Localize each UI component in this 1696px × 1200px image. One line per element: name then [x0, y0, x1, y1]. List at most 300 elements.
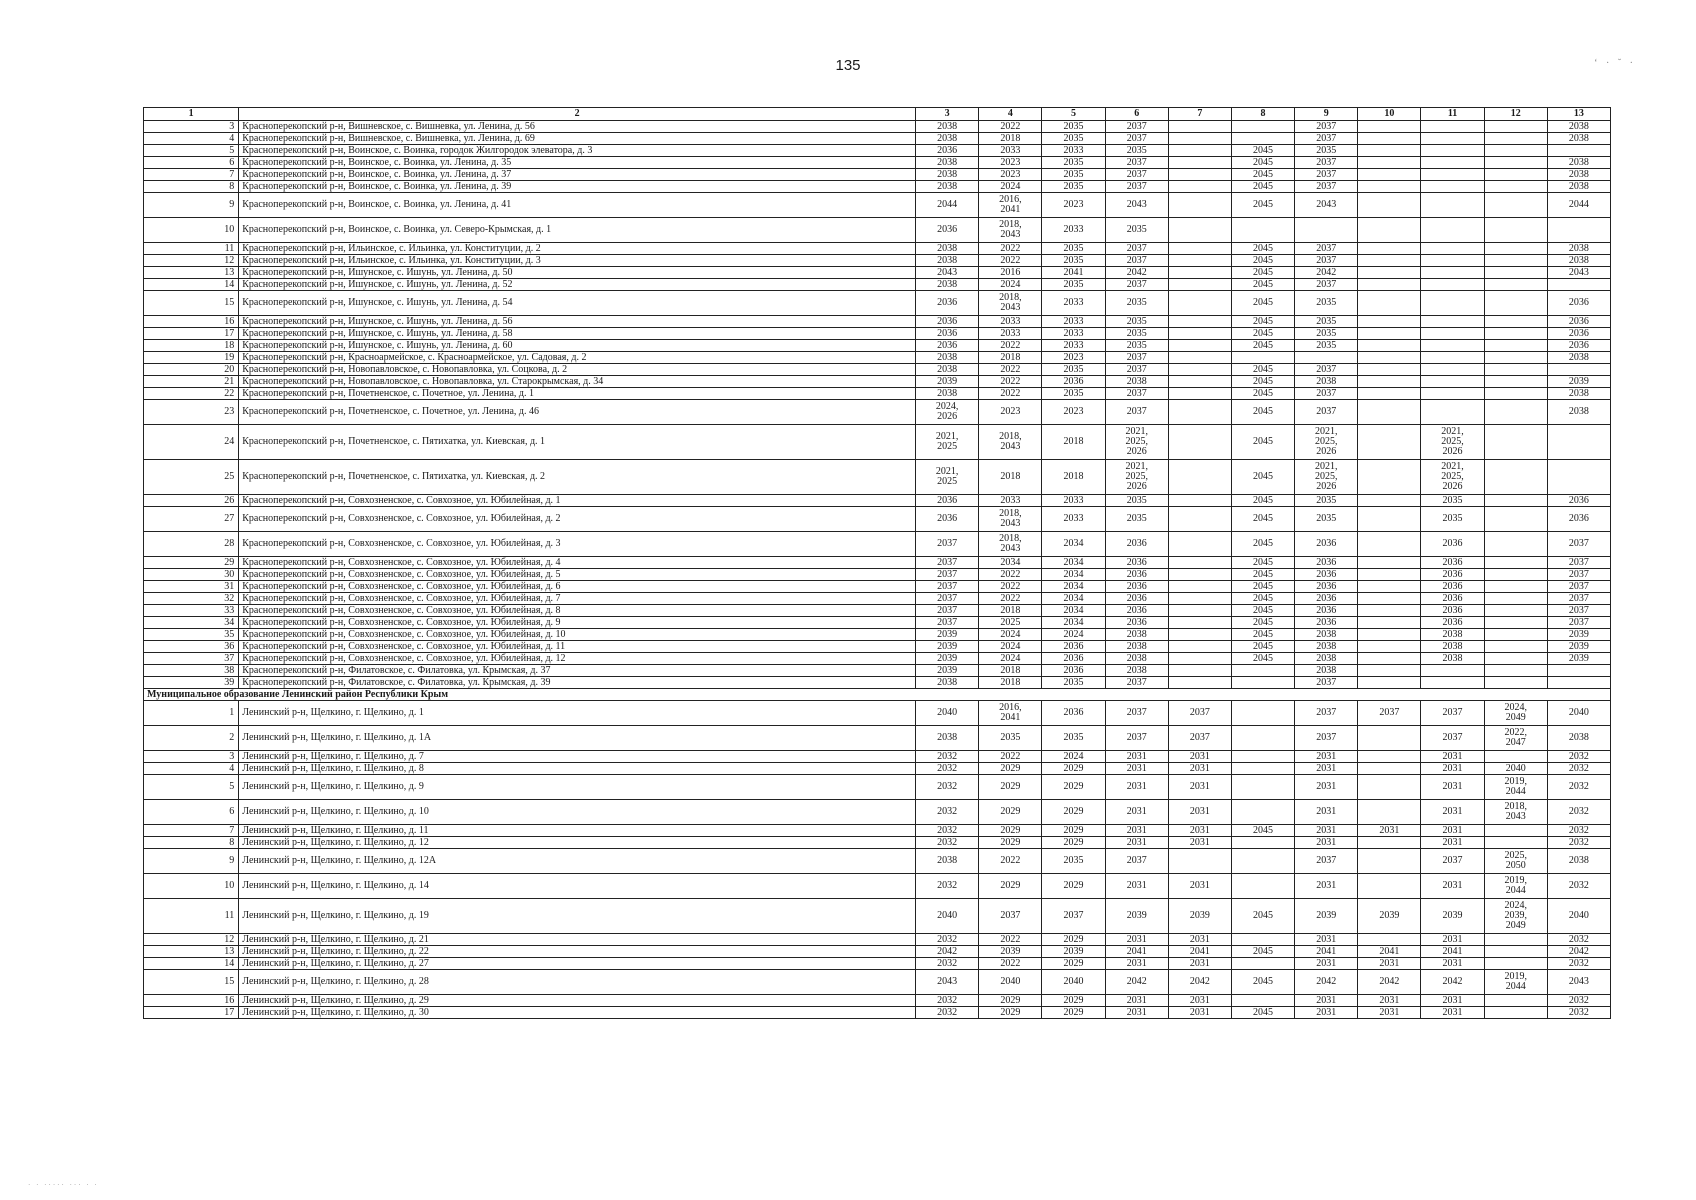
year-cell-col13: 2040: [1547, 701, 1610, 726]
address-cell: Красноперекопский р-н, Филатовское, с. Филатовка, ул. Крымская, д. 37: [239, 665, 916, 677]
column-number-header: 4: [979, 108, 1042, 121]
year-cell-col5: 2033: [1042, 218, 1105, 243]
year-cell-col3: 2032: [916, 800, 979, 825]
year-cell-col3: 2038: [916, 726, 979, 751]
year-cell-col6: 2037: [1105, 255, 1168, 267]
year-cell-col13: [1547, 145, 1610, 157]
table-row: [144, 641, 1611, 653]
column-header-row: [144, 108, 1611, 121]
year-cell-col9: 2031: [1295, 763, 1358, 775]
year-cell-col10: [1358, 507, 1421, 532]
year-cell-col5: 2029: [1042, 1007, 1105, 1019]
table-row: [144, 181, 1611, 193]
table-row: [144, 593, 1611, 605]
year-cell-col7: [1168, 243, 1231, 255]
row-number-cell: 17: [144, 328, 239, 340]
column-number-header: 13: [1547, 108, 1610, 121]
column-number-header: 12: [1484, 108, 1547, 121]
year-cell-col8: [1231, 218, 1294, 243]
table-row: [144, 970, 1611, 995]
table-row: [144, 145, 1611, 157]
year-cell-col11: 2031: [1421, 934, 1484, 946]
year-cell-col5: 2034: [1042, 557, 1105, 569]
year-cell-col9: 2036: [1295, 605, 1358, 617]
year-cell-col3: 2040: [916, 701, 979, 726]
year-cell-col8: 2045: [1231, 557, 1294, 569]
address-cell: Красноперекопский р-н, Воинское, с. Воинка, ул. Ленина, д. 39: [239, 181, 916, 193]
row-number-cell: 30: [144, 569, 239, 581]
year-cell-col10: [1358, 569, 1421, 581]
year-cell-col10: [1358, 121, 1421, 133]
year-cell-col4: 2022: [979, 569, 1042, 581]
year-cell-col11: 2031: [1421, 1007, 1484, 1019]
year-cell-col8: [1231, 751, 1294, 763]
address-cell: Красноперекопский р-н, Совхозненское, с. Совхозное, ул. Юбилейная, д. 12: [239, 653, 916, 665]
year-cell-col4: 2022: [979, 958, 1042, 970]
year-cell-col10: [1358, 133, 1421, 145]
year-cell-col10: [1358, 726, 1421, 751]
year-cell-col9: 2035: [1295, 495, 1358, 507]
table-row: [144, 340, 1611, 352]
year-cell-col10: [1358, 169, 1421, 181]
address-cell: Ленинский р-н, Щелкино, г. Щелкино, д. 10: [239, 800, 916, 825]
table-row: [144, 775, 1611, 800]
year-cell-col4: 2024: [979, 641, 1042, 653]
year-cell-col5: 2029: [1042, 800, 1105, 825]
year-cell-col12: [1484, 145, 1547, 157]
table-row: [144, 279, 1611, 291]
year-cell-col10: [1358, 849, 1421, 874]
year-cell-col3: 2039: [916, 629, 979, 641]
year-cell-col5: 2035: [1042, 677, 1105, 689]
year-cell-col11: 2036: [1421, 532, 1484, 557]
year-cell-col13: 2032: [1547, 995, 1610, 1007]
year-cell-col9: 2038: [1295, 653, 1358, 665]
year-cell-col4: 2018: [979, 605, 1042, 617]
address-cell: Ленинский р-н, Щелкино, г. Щелкино, д. 28: [239, 970, 916, 995]
scan-noise: · · ····· ··· · ·: [28, 1181, 99, 1189]
table-row: [144, 1007, 1611, 1019]
year-cell-col7: [1168, 121, 1231, 133]
year-cell-col12: [1484, 617, 1547, 629]
year-cell-col9: [1295, 352, 1358, 364]
year-cell-col12: [1484, 352, 1547, 364]
year-cell-col4: 2018, 2043: [979, 507, 1042, 532]
year-cell-col10: [1358, 653, 1421, 665]
year-cell-col9: 2031: [1295, 775, 1358, 800]
year-cell-col9: 2037: [1295, 121, 1358, 133]
year-cell-col6: 2037: [1105, 352, 1168, 364]
column-number-header: 1: [144, 108, 239, 121]
year-cell-col13: 2038: [1547, 121, 1610, 133]
table-row: [144, 617, 1611, 629]
year-cell-col9: 2037: [1295, 133, 1358, 145]
year-cell-col5: 2035: [1042, 121, 1105, 133]
year-cell-col13: 2032: [1547, 934, 1610, 946]
year-cell-col6: 2036: [1105, 593, 1168, 605]
year-cell-col4: 2018: [979, 665, 1042, 677]
table-row: [144, 532, 1611, 557]
year-cell-col8: 2045: [1231, 364, 1294, 376]
address-cell: Красноперекопский р-н, Совхозненское, с. Совхозное, ул. Юбилейная, д. 3: [239, 532, 916, 557]
year-cell-col13: 2037: [1547, 557, 1610, 569]
year-cell-col5: 2034: [1042, 593, 1105, 605]
year-cell-col4: 2016: [979, 267, 1042, 279]
year-cell-col4: 2022: [979, 364, 1042, 376]
year-cell-col3: 2021, 2025: [916, 425, 979, 460]
address-cell: Ленинский р-н, Щелкино, г. Щелкино, д. 1А: [239, 726, 916, 751]
year-cell-col11: 2035: [1421, 495, 1484, 507]
row-number-cell: 4: [144, 133, 239, 145]
year-cell-col12: [1484, 958, 1547, 970]
year-cell-col5: 2037: [1042, 899, 1105, 934]
year-cell-col13: 2038: [1547, 169, 1610, 181]
year-cell-col5: 2029: [1042, 995, 1105, 1007]
year-cell-col5: 2036: [1042, 641, 1105, 653]
year-cell-col13: 2038: [1547, 243, 1610, 255]
year-cell-col6: 2021, 2025, 2026: [1105, 425, 1168, 460]
address-cell: Красноперекопский р-н, Совхозненское, с. Совхозное, ул. Юбилейная, д. 4: [239, 557, 916, 569]
year-cell-col5: 2036: [1042, 376, 1105, 388]
year-cell-col9: 2037: [1295, 726, 1358, 751]
year-cell-col11: 2038: [1421, 641, 1484, 653]
year-cell-col4: 2033: [979, 316, 1042, 328]
year-cell-col7: [1168, 400, 1231, 425]
table-row: [144, 157, 1611, 169]
year-cell-col11: 2021, 2025, 2026: [1421, 460, 1484, 495]
table-row: [144, 581, 1611, 593]
year-cell-col12: [1484, 376, 1547, 388]
year-cell-col12: [1484, 364, 1547, 376]
row-number-cell: 29: [144, 557, 239, 569]
row-number-cell: 25: [144, 460, 239, 495]
year-cell-col9: 2041: [1295, 946, 1358, 958]
year-cell-col13: 2032: [1547, 1007, 1610, 1019]
year-cell-col9: 2039: [1295, 899, 1358, 934]
year-cell-col9: 2036: [1295, 593, 1358, 605]
year-cell-col6: 2031: [1105, 751, 1168, 763]
address-cell: Красноперекопский р-н, Ишунское, с. Ишунь, ул. Ленина, д. 58: [239, 328, 916, 340]
year-cell-col11: 2037: [1421, 701, 1484, 726]
year-cell-col8: 2045: [1231, 157, 1294, 169]
address-cell: Ленинский р-н, Щелкино, г. Щелкино, д. 14: [239, 874, 916, 899]
year-cell-col3: 2039: [916, 665, 979, 677]
year-cell-col5: 2029: [1042, 763, 1105, 775]
year-cell-col3: 2024, 2026: [916, 400, 979, 425]
year-cell-col12: [1484, 157, 1547, 169]
address-cell: Красноперекопский р-н, Воинское, с. Воинка, ул. Ленина, д. 37: [239, 169, 916, 181]
year-cell-col4: 2033: [979, 495, 1042, 507]
year-cell-col8: 2045: [1231, 1007, 1294, 1019]
year-cell-col4: 2029: [979, 837, 1042, 849]
year-cell-col11: 2041: [1421, 946, 1484, 958]
year-cell-col11: 2031: [1421, 775, 1484, 800]
year-cell-col7: [1168, 593, 1231, 605]
year-cell-col3: 2037: [916, 581, 979, 593]
row-number-cell: 13: [144, 946, 239, 958]
year-cell-col6: 2031: [1105, 763, 1168, 775]
address-cell: Красноперекопский р-н, Ильинское, с. Ильинка, ул. Конституции, д. 2: [239, 243, 916, 255]
year-cell-col8: [1231, 121, 1294, 133]
year-cell-col7: 2039: [1168, 899, 1231, 934]
year-cell-col12: 2040: [1484, 763, 1547, 775]
year-cell-col8: 2045: [1231, 532, 1294, 557]
year-cell-col13: 2037: [1547, 605, 1610, 617]
year-cell-col4: 2022: [979, 243, 1042, 255]
address-cell: Ленинский р-н, Щелкино, г. Щелкино, д. 22: [239, 946, 916, 958]
year-cell-col8: 2045: [1231, 193, 1294, 218]
row-number-cell: 24: [144, 425, 239, 460]
year-cell-col6: 2031: [1105, 825, 1168, 837]
year-cell-col3: 2038: [916, 157, 979, 169]
year-cell-col9: 2036: [1295, 557, 1358, 569]
year-cell-col8: 2045: [1231, 507, 1294, 532]
year-cell-col13: 2032: [1547, 874, 1610, 899]
row-number-cell: 7: [144, 825, 239, 837]
year-cell-col10: [1358, 581, 1421, 593]
year-cell-col6: 2021, 2025, 2026: [1105, 460, 1168, 495]
row-number-cell: 11: [144, 243, 239, 255]
year-cell-col10: [1358, 267, 1421, 279]
year-cell-col9: 2037: [1295, 279, 1358, 291]
year-cell-col9: 2043: [1295, 193, 1358, 218]
year-cell-col13: 2038: [1547, 352, 1610, 364]
year-cell-col10: [1358, 145, 1421, 157]
year-cell-col10: 2037: [1358, 701, 1421, 726]
year-cell-col4: 2022: [979, 340, 1042, 352]
year-cell-col13: 2032: [1547, 825, 1610, 837]
year-cell-col9: 2037: [1295, 849, 1358, 874]
year-cell-col11: 2035: [1421, 507, 1484, 532]
year-cell-col11: [1421, 677, 1484, 689]
address-cell: Ленинский р-н, Щелкино, г. Щелкино, д. 9: [239, 775, 916, 800]
year-cell-col13: [1547, 460, 1610, 495]
year-cell-col11: 2031: [1421, 958, 1484, 970]
year-cell-col6: 2036: [1105, 569, 1168, 581]
year-cell-col6: 2038: [1105, 629, 1168, 641]
year-cell-col11: [1421, 243, 1484, 255]
address-cell: Красноперекопский р-н, Совхозненское, с. Совхозное, ул. Юбилейная, д. 8: [239, 605, 916, 617]
year-cell-col9: 2031: [1295, 800, 1358, 825]
year-cell-col7: [1168, 617, 1231, 629]
year-cell-col13: 2032: [1547, 958, 1610, 970]
year-cell-col8: 2045: [1231, 495, 1294, 507]
address-cell: Красноперекопский р-н, Воинское, с. Воинка, городок Жилгородок элеватора, д. 3: [239, 145, 916, 157]
year-cell-col5: 2018: [1042, 425, 1105, 460]
year-cell-col6: 2037: [1105, 726, 1168, 751]
year-cell-col6: 2042: [1105, 267, 1168, 279]
year-cell-col12: [1484, 316, 1547, 328]
year-cell-col6: 2031: [1105, 775, 1168, 800]
year-cell-col8: 2045: [1231, 425, 1294, 460]
year-cell-col3: 2039: [916, 641, 979, 653]
year-cell-col10: [1358, 763, 1421, 775]
year-cell-col7: [1168, 495, 1231, 507]
table-row: [144, 218, 1611, 243]
year-cell-col13: [1547, 364, 1610, 376]
row-number-cell: 14: [144, 958, 239, 970]
table-row: [144, 364, 1611, 376]
year-cell-col7: [1168, 581, 1231, 593]
year-cell-col5: 2029: [1042, 874, 1105, 899]
year-cell-col13: 2032: [1547, 775, 1610, 800]
year-cell-col8: 2045: [1231, 267, 1294, 279]
year-cell-col6: 2037: [1105, 169, 1168, 181]
address-cell: Красноперекопский р-н, Филатовское, с. Филатовка, ул. Крымская, д. 39: [239, 677, 916, 689]
year-cell-col11: [1421, 388, 1484, 400]
year-cell-col9: 2037: [1295, 388, 1358, 400]
year-cell-col13: 2042: [1547, 946, 1610, 958]
year-cell-col7: 2031: [1168, 958, 1231, 970]
year-cell-col6: 2037: [1105, 243, 1168, 255]
year-cell-col3: 2032: [916, 958, 979, 970]
year-cell-col8: 2045: [1231, 629, 1294, 641]
row-number-cell: 36: [144, 641, 239, 653]
year-cell-col4: 2024: [979, 279, 1042, 291]
year-cell-col10: 2031: [1358, 1007, 1421, 1019]
table-row: [144, 958, 1611, 970]
year-cell-col5: 2029: [1042, 958, 1105, 970]
year-cell-col4: 2018: [979, 460, 1042, 495]
row-number-cell: 9: [144, 193, 239, 218]
year-cell-col11: 2036: [1421, 557, 1484, 569]
year-cell-col8: 2045: [1231, 291, 1294, 316]
year-cell-col3: 2043: [916, 267, 979, 279]
year-cell-col4: 2040: [979, 970, 1042, 995]
address-cell: Красноперекопский р-н, Совхозненское, с. Совхозное, ул. Юбилейная, д. 7: [239, 593, 916, 605]
year-cell-col9: 2031: [1295, 825, 1358, 837]
row-number-cell: 2: [144, 726, 239, 751]
year-cell-col3: 2032: [916, 751, 979, 763]
address-cell: Красноперекопский р-н, Совхозненское, с. Совхозное, ул. Юбилейная, д. 9: [239, 617, 916, 629]
year-cell-col5: 2033: [1042, 507, 1105, 532]
year-cell-col6: 2041: [1105, 946, 1168, 958]
year-cell-col4: 2029: [979, 825, 1042, 837]
year-cell-col4: 2022: [979, 388, 1042, 400]
year-cell-col8: [1231, 763, 1294, 775]
year-cell-col5: 2035: [1042, 181, 1105, 193]
year-cell-col6: 2037: [1105, 677, 1168, 689]
year-cell-col7: [1168, 653, 1231, 665]
year-cell-col13: 2043: [1547, 970, 1610, 995]
table-row: [144, 267, 1611, 279]
address-cell: Красноперекопский р-н, Совхозненское, с. Совхозное, ул. Юбилейная, д. 1: [239, 495, 916, 507]
address-cell: Красноперекопский р-н, Почетненское, с. Пятихатка, ул. Киевская, д. 1: [239, 425, 916, 460]
year-cell-col4: 2022: [979, 376, 1042, 388]
year-cell-col11: [1421, 255, 1484, 267]
year-cell-col12: 2019, 2044: [1484, 970, 1547, 995]
year-cell-col6: 2043: [1105, 193, 1168, 218]
year-cell-col6: 2031: [1105, 995, 1168, 1007]
year-cell-col4: 2022: [979, 255, 1042, 267]
row-number-cell: 31: [144, 581, 239, 593]
year-cell-col13: 2036: [1547, 291, 1610, 316]
year-cell-col4: 2022: [979, 934, 1042, 946]
year-cell-col7: [1168, 218, 1231, 243]
year-cell-col4: 2029: [979, 874, 1042, 899]
year-cell-col11: 2031: [1421, 825, 1484, 837]
year-cell-col12: [1484, 934, 1547, 946]
year-cell-col3: 2042: [916, 946, 979, 958]
address-cell: Красноперекопский р-н, Воинское, с. Воинка, ул. Ленина, д. 41: [239, 193, 916, 218]
table-row: [144, 946, 1611, 958]
year-cell-col7: 2031: [1168, 775, 1231, 800]
address-cell: Ленинский р-н, Щелкино, г. Щелкино, д. 29: [239, 995, 916, 1007]
row-number-cell: 3: [144, 751, 239, 763]
year-cell-col12: [1484, 495, 1547, 507]
table-row: [144, 934, 1611, 946]
year-cell-col3: 2044: [916, 193, 979, 218]
year-cell-col4: 2029: [979, 995, 1042, 1007]
year-cell-col10: [1358, 460, 1421, 495]
housing-register-table: [143, 107, 1611, 1019]
year-cell-col11: 2036: [1421, 593, 1484, 605]
year-cell-col10: [1358, 400, 1421, 425]
year-cell-col7: 2031: [1168, 751, 1231, 763]
row-number-cell: 6: [144, 800, 239, 825]
table-row: [144, 495, 1611, 507]
year-cell-col5: 2035: [1042, 169, 1105, 181]
year-cell-col3: 2039: [916, 653, 979, 665]
row-number-cell: 15: [144, 970, 239, 995]
row-number-cell: 37: [144, 653, 239, 665]
year-cell-col3: 2032: [916, 775, 979, 800]
year-cell-col13: 2037: [1547, 617, 1610, 629]
year-cell-col6: 2037: [1105, 364, 1168, 376]
year-cell-col8: [1231, 701, 1294, 726]
year-cell-col11: [1421, 218, 1484, 243]
year-cell-col11: 2037: [1421, 849, 1484, 874]
year-cell-col5: 2033: [1042, 291, 1105, 316]
year-cell-col4: 2024: [979, 629, 1042, 641]
year-cell-col12: [1484, 340, 1547, 352]
year-cell-col11: [1421, 145, 1484, 157]
year-cell-col11: 2037: [1421, 726, 1484, 751]
year-cell-col8: 2045: [1231, 400, 1294, 425]
year-cell-col11: [1421, 279, 1484, 291]
address-cell: Ленинский р-н, Щелкино, г. Щелкино, д. 12: [239, 837, 916, 849]
year-cell-col8: 2045: [1231, 899, 1294, 934]
year-cell-col7: [1168, 291, 1231, 316]
year-cell-col3: 2040: [916, 899, 979, 934]
year-cell-col9: 2031: [1295, 751, 1358, 763]
row-number-cell: 22: [144, 388, 239, 400]
year-cell-col7: [1168, 340, 1231, 352]
year-cell-col13: 2036: [1547, 495, 1610, 507]
table-row: [144, 255, 1611, 267]
address-cell: Красноперекопский р-н, Вишневское, с. Вишневка, ул. Ленина, д. 56: [239, 121, 916, 133]
year-cell-col9: 2035: [1295, 328, 1358, 340]
year-cell-col9: 2042: [1295, 970, 1358, 995]
row-number-cell: 4: [144, 763, 239, 775]
year-cell-col6: 2035: [1105, 495, 1168, 507]
year-cell-col10: [1358, 376, 1421, 388]
address-cell: Красноперекопский р-н, Ишунское, с. Ишунь, ул. Ленина, д. 56: [239, 316, 916, 328]
year-cell-col4: 2018: [979, 133, 1042, 145]
column-number-header: 2: [239, 108, 916, 121]
year-cell-col7: [1168, 157, 1231, 169]
year-cell-col9: 2038: [1295, 629, 1358, 641]
year-cell-col5: 2039: [1042, 946, 1105, 958]
year-cell-col3: 2032: [916, 874, 979, 899]
year-cell-col10: [1358, 934, 1421, 946]
year-cell-col8: 2045: [1231, 653, 1294, 665]
year-cell-col7: 2031: [1168, 800, 1231, 825]
year-cell-col3: 2038: [916, 364, 979, 376]
year-cell-col4: 2024: [979, 653, 1042, 665]
row-number-cell: 21: [144, 376, 239, 388]
year-cell-col4: 2029: [979, 775, 1042, 800]
